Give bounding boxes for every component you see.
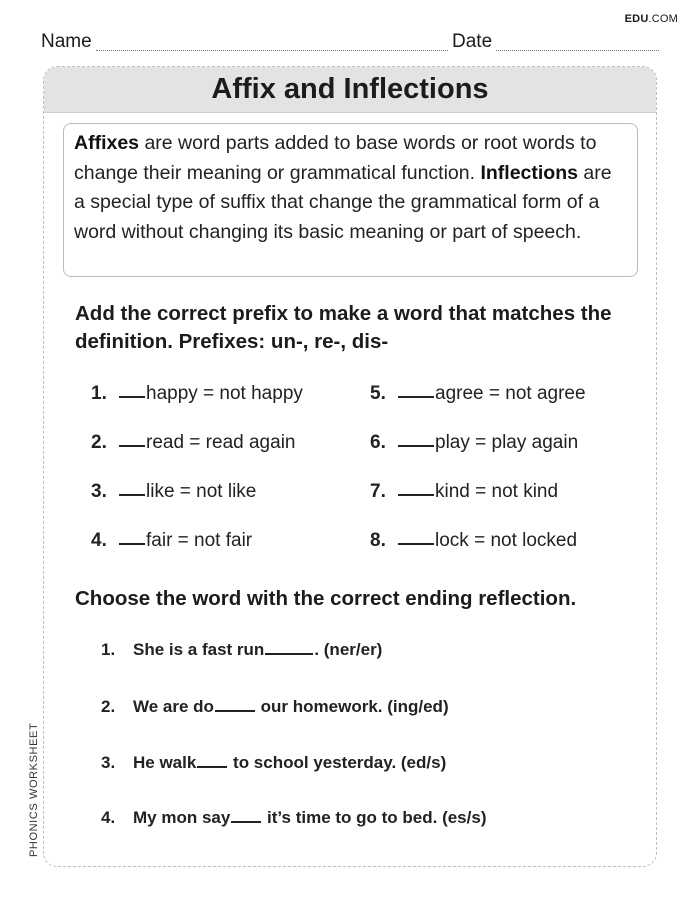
term-affixes: Affixes <box>74 132 140 154</box>
intro-text-2: are a special type of suffix that change the grammatical form of a word without changing its basic meaning or part of speech. <box>74 161 612 243</box>
item-text: play = play again <box>435 432 579 453</box>
item-number: 5. <box>370 383 386 404</box>
answer-blank[interactable] <box>398 543 434 545</box>
worksheet-card <box>43 66 657 867</box>
date-line[interactable] <box>496 50 659 51</box>
inflection-item-3 <box>101 753 446 773</box>
item-number: 1. <box>91 383 107 404</box>
sentence-start: She is a fast run <box>133 640 265 659</box>
term-inflections: Inflections <box>480 161 578 184</box>
prefix-item-4 <box>91 530 252 552</box>
inflection-item-2 <box>101 697 449 717</box>
answer-blank[interactable] <box>197 766 227 768</box>
item-text: read = read again <box>146 432 296 453</box>
item-number: 7. <box>370 481 386 502</box>
item-text: happy = not happy <box>146 383 303 404</box>
logo-suffix: .COM <box>648 13 678 25</box>
prefix-item-7 <box>370 481 558 503</box>
item-text: agree = not agree <box>435 383 586 404</box>
sentence-start: My mon say <box>133 808 231 827</box>
inflection-item-1 <box>101 640 382 660</box>
answer-blank[interactable] <box>119 396 145 398</box>
answer-blank[interactable] <box>119 494 145 496</box>
item-number: 2. <box>91 432 107 453</box>
item-number: 6. <box>370 432 386 453</box>
prefix-item-2 <box>91 432 295 454</box>
item-number: 8. <box>370 530 386 551</box>
name-date-row <box>41 31 659 55</box>
sentence-start: He walk <box>133 753 197 772</box>
item-number: 3. <box>91 481 107 502</box>
answer-blank[interactable] <box>398 396 434 398</box>
name-line[interactable] <box>96 50 448 51</box>
item-text: fair = not fair <box>146 530 253 551</box>
sentence-end: it’s time to go to bed. (es/s) <box>262 808 487 827</box>
intro-box <box>63 123 638 277</box>
answer-blank[interactable] <box>119 445 145 447</box>
answer-blank[interactable] <box>231 821 261 823</box>
prefix-item-1 <box>91 383 303 405</box>
phonics-worksheet-label: PHONICS WORKSHEET <box>28 722 40 857</box>
date-label: Date <box>452 31 493 52</box>
prefix-item-8 <box>370 530 577 552</box>
item-number: 4. <box>101 808 116 827</box>
answer-blank[interactable] <box>215 710 255 712</box>
item-number: 2. <box>101 697 116 716</box>
prefix-section-heading: Add the correct prefix to make a word that matches the definition. Prefixes: un-, re-, dis- <box>75 302 612 353</box>
intro-text-1: are word parts added to base words or root words to change their meaning or grammatical function. <box>74 132 597 184</box>
answer-blank[interactable] <box>265 653 313 655</box>
sentence-start: We are do <box>133 697 214 716</box>
edu-logo <box>625 13 678 25</box>
answer-blank[interactable] <box>119 543 145 545</box>
item-number: 4. <box>91 530 107 551</box>
name-label: Name <box>41 31 92 52</box>
item-number: 3. <box>101 753 116 772</box>
answer-blank[interactable] <box>398 445 434 447</box>
answer-blank[interactable] <box>398 494 434 496</box>
item-text: lock = not locked <box>435 530 578 551</box>
item-number: 1. <box>101 640 116 659</box>
sentence-end: . (ner/er) <box>314 640 383 659</box>
logo-brand: EDU <box>624 13 649 25</box>
sentence-end: to school yesterday. (ed/s) <box>228 753 447 772</box>
worksheet-title: Affix and Inflections <box>44 67 656 113</box>
inflection-item-4 <box>101 808 486 828</box>
prefix-item-5 <box>370 383 586 405</box>
sentence-end: our homework. (ing/ed) <box>255 697 449 716</box>
prefix-item-6 <box>370 432 578 454</box>
prefix-item-3 <box>91 481 256 503</box>
inflection-section-heading: Choose the word with the correct ending reflection. <box>75 587 577 610</box>
item-text: kind = not kind <box>435 481 559 502</box>
item-text: like = not like <box>146 481 257 502</box>
